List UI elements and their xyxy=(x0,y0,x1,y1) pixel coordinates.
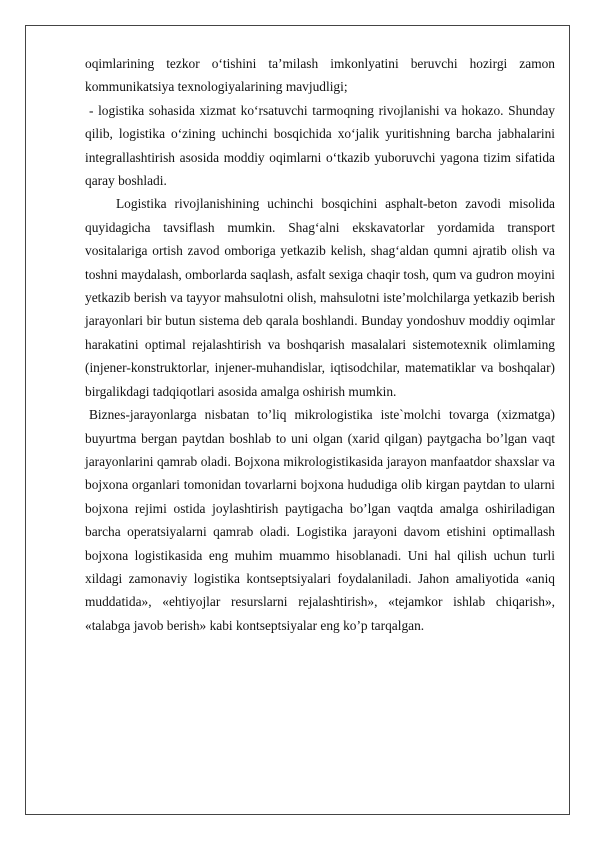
paragraph-2: - logistika sohasida xizmat ko‘rsatuvchi tarmoqning rivojlanishi va hokazo. Shunday qilib, logistika o‘zining uchinchi bosqichida xo‘jalik yuritishning barcha jabhalarini integrallashtirish asosida moddiy oqimlarni o‘tkazib yuboruvchi yagona tizim sifatida qaray boshladi. xyxy=(85,102,555,189)
paragraph-3: Logistika rivojlanishining uchinchi bosqichini asphalt-beton zavodi misolida quyidagicha tavsiflash mumkin. Shag‘alni ekskavatorlar yordamida transport vositalariga ortish zavod omboriga yetkazib kelish, shag‘aldan qumni ajratib olish va toshni maydalash, omborlarda saqlash, asfalt sexiga chaqir tosh, qum va gudron moyini yetkazib berish va tayyor mahsulotni olish, mahsulotni iste’molchilarga yetkazib berish jarayonlari bir butun sistema deb qarala boshlandi. Bunday yondoshuv moddiy oqimlar harakatini optimal rejalashtirish va boshqarish masalalari sistemotexnik olimlaming (injener-konstruktorlar, injener-muhandislar, iqtisodchilar, matematiklar va boshqalar) birgalikdagi tadqiqotlari asosida amalga oshirish mumkin. xyxy=(85,196,555,399)
paragraph-1: oqimlarining tezkor o‘tishini ta’milash imkonlyatini beruvchi hozirgi zamon kommunikatsiya texnologiyalarining mavjudligi; xyxy=(85,56,555,95)
paragraph-4: Biznes-jarayonlarga nisbatan to’liq mikrologistika iste`molchi tovarga (xizmatga) buyurtma bergan paytdan boshlab to uni olgan (xarid qilgan) paytgacha bo’lgan vaqt jarayonlarini qamrab oladi. Bojxona mikrologistikasida jarayon manfaatdor shaxslar va bojxona organlari tomonidan tovarlarni bojxona hududiga olib kirgan paytdan to ularni bojxona rejimi ostida joylashtirish paytigacha bo’lgan vaqtda amalga oshiriladigan barcha operatsiyalarni qamrab oladi. Logistika jarayoni davom etishini optimallash bojxona logistikasida eng muhim muammo hisoblanadi. Uni hal qilish uchun turli xildagi zamonaviy logistika kontseptsiyalari foydalaniladi. Jahon amaliyotida «aniq muddatida», «ehtiyojlar resurslarni rejalashtirish», «tejamkor ishlab chiqarish», «talabga javob berish» kabi kontseptsiyalar eng ko’p tarqalgan. xyxy=(85,407,555,633)
document-body xyxy=(85,52,555,637)
